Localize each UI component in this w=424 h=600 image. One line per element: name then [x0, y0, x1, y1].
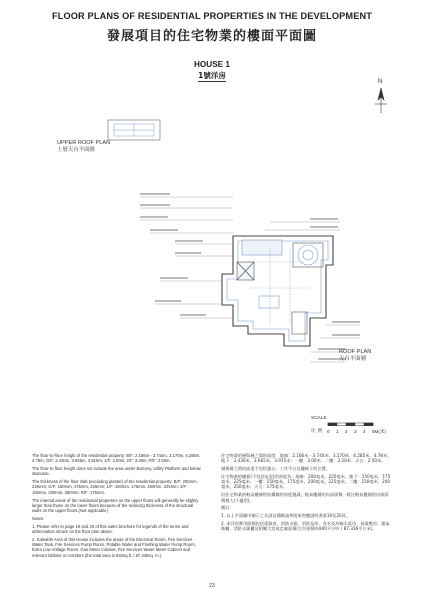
house-title-zh: 1號洋房	[198, 71, 226, 80]
scale-tick-4: 4	[363, 429, 366, 434]
internal-area-en: The internal areas of the residential properties on the upper floors will generally be slightly larger than those on the lower floors because of the reducing thickness of the structural walls on the upper floors.(Not applicable)	[32, 497, 199, 514]
north-label: N	[378, 79, 383, 85]
slab-thickness-zh: 住宅物業的樓板(不包括灰泥)的厚度為：地庫：200毫米，225毫米；地下：150毫米，175毫米，225毫米；一樓：150毫米，175毫米，200毫米，225毫米；二樓：150毫米，200毫米，250毫米；天台：175毫米。	[221, 473, 391, 490]
scale-tick-3: 3	[354, 429, 357, 434]
note-2-en: 2. Saleable Area of this House includes the areas of the Electrical Room, Fire Services Water Tank, Fire Services Pump Room, Potable Water and Flushing Water Pump Room, Extra Low Voltage Room, Gas Meter Cabinet, Fire Services Water Meter Cabinet and relevant lobbies or corridors (the total area is 940sq.ft. / 87.336sq. m.).	[32, 536, 196, 558]
roof-plan	[222, 236, 333, 346]
scale-label-zh: 比 例	[311, 429, 323, 434]
page-title-en: FLOOR PLANS OF RESIDENTIAL PROPERTIES IN THE DEVELOPMENT	[51, 11, 373, 21]
floor-height-en: The floor-to-floor height of the residential property: B/F: 2.166m - 3.744m, 3.170m, 4.285m, 4.78m; G/F: 3.430m, 3.665m, 3.915m; 1/F: 3.00m; 2/F: 3.20m; R/F: 2.50m.	[32, 453, 201, 464]
notes-title-zh: 備註：	[221, 505, 234, 511]
note-1-zh: 1. 以上平面圖中顯示之名詞及簡稱請參閱本售樓說明書第19及20頁。	[221, 513, 351, 519]
scale-legend	[311, 416, 403, 421]
scale-tick-1: 1	[336, 429, 339, 434]
scale-bar	[328, 423, 373, 426]
upper-roof-plan-label-zh: 上層天台平面圖	[57, 147, 95, 153]
note-1-en: 1. Please refer to page 19 and 20 of this sales brochure for legends of the terms and abbreviation shown on the floor plan above.	[32, 523, 189, 535]
slab-thickness-en: The thickness of the floor slab (excluding plaster) of the residential property: B/F: 200mm, 225mm; G/F: 150mm, 175mm, 225mm; 1/F: 150mm, 175mm, 200mm, 225mm; 2/F: 150mm, 200mm, 250mm; R/F: 175mm.	[32, 479, 198, 495]
notes-zh-column	[221, 453, 392, 534]
upper-roof-plan	[108, 120, 160, 140]
scale-tick-2: 2	[345, 429, 348, 434]
note-2-zh: 2. 本洋房實用面積包括電錶房、消防水箱、消防泵房、食水及沖廁水泵房、低電壓房、煤氣錶櫃、消防水錶櫃及相關大堂或走廊面積(合共面積為940平方呎 / 87.336平方米)。	[221, 520, 390, 532]
floor-height-exclusion-en: The floor-to floor height does not include the area under Balcony, Utility Platform and below staircase.	[32, 466, 201, 477]
scale-tick-labels	[327, 428, 387, 435]
notes-title-en: Notes:	[32, 515, 45, 521]
roof-plan-label-zh: 天台平面圖	[339, 356, 366, 362]
house-title-en: HOUSE 1	[194, 60, 230, 69]
page-title-zh: 發展項目的住宅物業的樓面平面圖	[106, 29, 317, 44]
upper-roof-plan-label-en: UPPER ROOF PLAN	[57, 140, 111, 146]
floor-height-zh: 住宅物業的層與層之間的高度：地庫：2.166米 - 3.744米，3.170米，4.285米，4.78米；地下：3.430米，3.665米，3.915米；一樓：3.00米；二樓：3.20米；天台：2.50米。	[221, 453, 392, 464]
roof-plan-label-en: ROOF PLAN	[339, 349, 372, 355]
scale-tick-5: 5M(米)	[372, 429, 387, 434]
page-number: 23	[209, 583, 215, 589]
north-arrow-icon	[375, 88, 387, 113]
scale-tick-0: 0	[327, 429, 330, 434]
scale-label-en: SCALE	[311, 416, 327, 421]
floor-height-exclusion-zh: 層與層之間的高度不包括露台、工作平台及樓梯下的位置。	[221, 466, 330, 472]
notes-en-column	[32, 453, 202, 561]
internal-area-zh: 因住宅物業的較高樓層的結構牆的厚度遞減，較高樓層的內部面積一般比較低樓層的內部面積稍大(不適用)。	[221, 492, 389, 503]
